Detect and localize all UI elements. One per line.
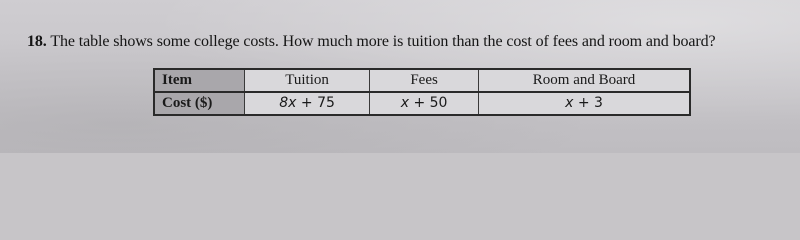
table-row-cost	[154, 92, 690, 115]
cell-fees-cost	[370, 92, 479, 115]
cell-tuition: Tuition	[245, 69, 370, 92]
tuition-cost-constant: + 75	[296, 95, 335, 111]
row-header-item: Item	[154, 69, 245, 92]
fees-cost-variable: x	[400, 95, 410, 111]
college-costs-table	[153, 68, 691, 116]
room-and-board-cost-constant: + 3	[573, 95, 603, 111]
room-and-board-cost-variable: x	[565, 95, 574, 111]
question-number: 18.	[27, 33, 47, 50]
table-row-item	[154, 69, 690, 92]
question-18	[27, 33, 716, 51]
fees-cost-constant: + 50	[409, 95, 448, 111]
question-text: The table shows some college costs. How much more is tuition than the cost of fees and room and board?	[50, 33, 716, 50]
cell-room-and-board-cost	[479, 92, 690, 115]
cell-room-and-board: Room and Board	[479, 69, 690, 92]
cell-fees: Fees	[370, 69, 479, 92]
tuition-cost-variable: 8x	[279, 95, 297, 111]
row-header-cost: Cost ($)	[154, 92, 245, 115]
cell-tuition-cost	[245, 92, 370, 115]
